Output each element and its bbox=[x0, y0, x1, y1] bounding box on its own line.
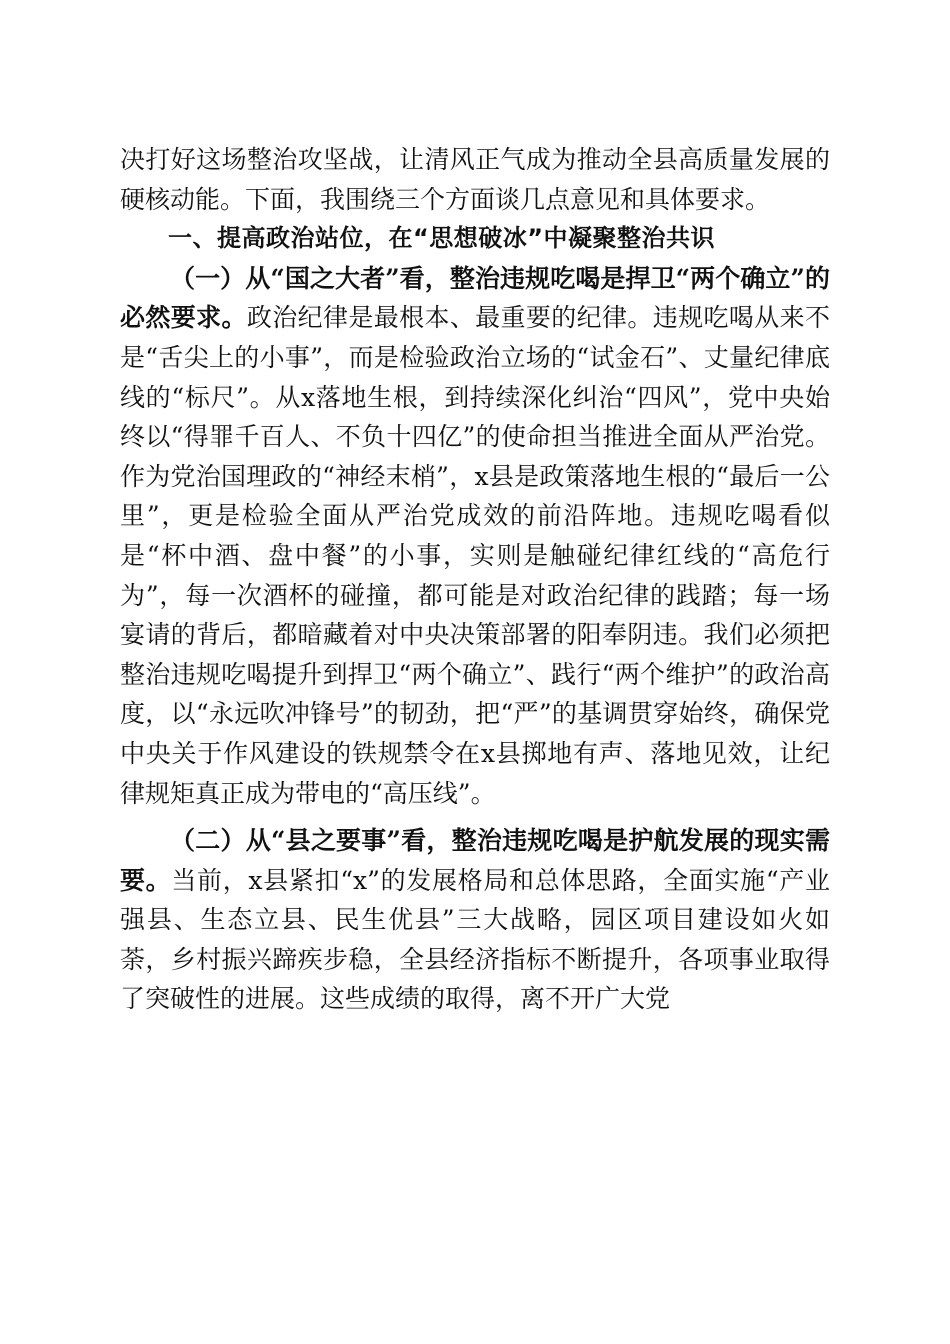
subsection-2-body: 当前，x县紧扣“x”的发展格局和总体思路，全面实施“产业强县、生态立县、民生优县”三大战略，园区项目建设如火如荼，乡村振兴蹄疾步稳，全县经济指标不断提升，各项事业取得了突破性的进展。这些成绩的取得，离不开广大党 bbox=[120, 865, 830, 1014]
subsection-1-paragraph bbox=[120, 259, 830, 813]
subsection-1-body: 政治纪律是最根本、最重要的纪律。违规吃喝从来不是“舌尖上的小事”，而是检验政治立场的“试金石”、丈量纪律底线的“标尺”。从x落地生根，到持续深化纠治“四风”，党中央始终以“得罪千百人、不负十四亿”的使命担当推进全面从严治党。作为党治国理政的“神经末梢”，x县是政策落地生根的“最后一公里”，更是检验全面从严治党成效的前沿阵地。违规吃喝看似是“杯中酒、盘中餐”的小事，实则是触碰纪律红线的“高危行为”，每一次酒杯的碰撞，都可能是对政治纪律的践踏；每一场宴请的背后，都暗藏着对中央决策部署的阳奉阴违。我们必须把整治违规吃喝提升到捍卫“两个确立”、践行“两个维护”的政治高度，以“永远吹冲锋号”的韧劲，把“严”的基调贯穿始终，确保党中央关于作风建设的铁规禁令在x县掷地有声、落地见效，让纪律规矩真正成为带电的“高压线”。 bbox=[120, 303, 830, 808]
section-heading: 一、提高政治站位，在“思想破冰”中凝聚整治共识 bbox=[168, 224, 716, 253]
subsection-2-lead: （二）从“县之要事”看，整治违规吃喝是护航发展的现实需要。 bbox=[120, 826, 830, 895]
subsection-1-lead: （一）从“国之大者”看，整治违规吃喝是捍卫“两个确立”的必然要求。 bbox=[120, 263, 830, 333]
document-page bbox=[120, 140, 830, 1019]
subsection-2-paragraph bbox=[120, 821, 830, 1019]
intro-paragraph: 决打好这场整治攻坚战，让清风正气成为推动全县高质量发展的硬核动能。下面，我围绕三个方面谈几点意见和具体要求。 bbox=[120, 145, 830, 214]
